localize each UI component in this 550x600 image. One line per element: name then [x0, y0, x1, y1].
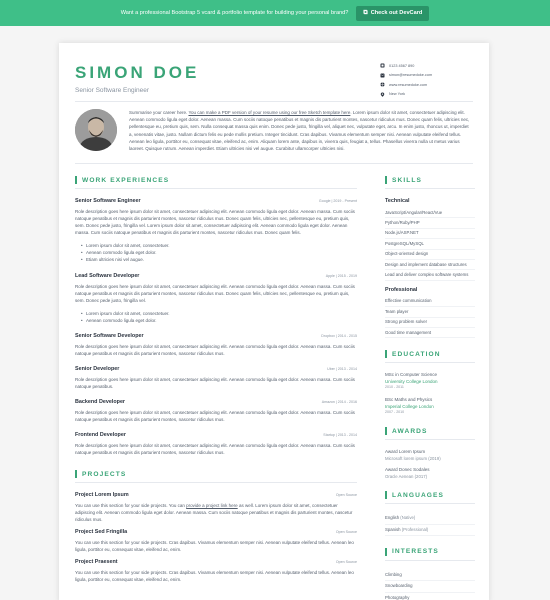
education-school: Imperial College London [385, 403, 434, 409]
contact-email[interactable] [380, 71, 432, 81]
project-item [75, 559, 357, 583]
skills-section-divider [385, 188, 475, 189]
work-item-desc: Role description goes here ipsum dolor sit amet, consectetuer adipiscing elit. Aenean commodo ligula eget dolor. Aenean massa. Cum sociis natoque penatibus et magnis dis parturient montes, nascetur ridiculus mus. Donec quam felis, ultricies nec, pellentesque eu, pretium quis, sem. Donec pede justo, fringilla vel. Lorem ipsum dolor sit amet, consectetuer adipiscing elit. Aenean commodo ligula eget dolor. Aenean massa. Cum sociis natoque penatibus et magnis dis parturient montes, nascetur ridiculus mus. Donec quam felis. [75, 209, 355, 235]
interest-item: Photography [385, 593, 475, 600]
award-item [385, 449, 475, 461]
work-item-desc: Role description goes here ipsum dolor sit amet, consectetuer adipiscing elit. Aenean commodo ligula eget dolor. Aenean massa. Cum sociis natoque penatibus et magnis dis parturient montes, nascetur ridiculus mus. Donec quam felis, ultricies nec, pellentesque eu, pretium quis, sem. Donec pede justo, fringilla vel. [75, 283, 355, 303]
education-degree: BSc Maths and Physics [385, 397, 433, 403]
main-column [75, 176, 357, 589]
work-item-desc: Role description goes here ipsum dolor sit amet, consectetuer adipiscing elit. Aenean commodo ligula eget dolor. Aenean massa. Cum sociis natoque penatibus et magnis dis parturient montes, nascetur ridiculus mus. [75, 443, 355, 456]
work-item-title: Senior Software Developer [75, 333, 144, 340]
education-year: 2007 - 2010 [385, 409, 405, 414]
education-item [385, 397, 475, 415]
contact-website[interactable] [380, 80, 432, 90]
skill-item: Effective communication [385, 297, 475, 307]
work-item-desc: Role description goes here ipsum dolor sit amet, consectetuer adipiscing elit. Aenean commodo ligula eget dolor. Aenean massa. Cum sociis natoque penatibus et magnis dis parturient montes, nascetur ridiculus mus. [75, 410, 355, 423]
work-item-meta: Startup | 2013 - 2014 [323, 433, 357, 438]
work-item [75, 366, 357, 390]
skill-item: Lead and deliver complex software systems [385, 270, 475, 280]
summary-text-start: Summarise your career here. [129, 110, 189, 115]
interests-section-divider [385, 560, 475, 561]
side-column [385, 176, 475, 600]
work-item-meta: Dropbox | 2014 - 2015 [321, 334, 357, 339]
summary-text-end: . Lorem ipsum dolor sit amet, consectetuer adipiscing elit. Aenean commodo ligula eget dolor. Aenean massa. Cum sociis natoque penatibus et magnis dis parturient montes, nascetur ridiculus mus. Donec quam felis, ultricies nec, pellentesque eu, pretium quis, sem. Nulla consequat massa quis enim. Donec pede justo, fringilla vel, aliquet nec, vulputate eget, arcu. In enim justo, rhoncus ut, imperdiet a, venenatis vitae, justo. Nullam dictum felis eu pede mollis pretium. Integer tincidunt. Cras dapibus. Vivamus elementum semper nisi. Aenean vulputate eleifend tellus. Aenean leo ligula, porttitor eu, consequat vitae, eleifend ac, enim. Aliquam lorem ante, dapibus in, viverra quis, feugiat a, tellus. Phasellus viverra nulla ut metus varius laoreet. Quisque rutrum. Aenean imperdiet. Etiam ultricies nisi vel augue. Curabitur ullamcorper ultricies nisi. [129, 110, 470, 152]
profile-photo [75, 109, 117, 151]
work-item [75, 432, 357, 456]
skills-group-title: Professional [385, 286, 418, 293]
contact-email-text: simon@resumedoke.com [389, 73, 433, 78]
contact-phone[interactable] [380, 61, 432, 71]
contact-list [380, 61, 432, 99]
project-item-desc: You can use this section for your side projects. Cras dapibus. Vivamus elementum semper nisi. Aenean vulputate eleifend tellus. Aenean leo ligula, porttitor eu, consequat vitae, eleifend ac, enim. [75, 540, 354, 553]
work-item-meta: Amazon | 2014 - 2016 [321, 400, 357, 405]
bullet-item: • Aenean commodo ligula eget dolor. [81, 317, 357, 324]
project-item-title: Project Praesent [75, 559, 118, 566]
language-level: (Native) [400, 515, 416, 521]
bullet-item: • Lorem ipsum dolor sit amet, consectetuer. [81, 310, 357, 317]
work-item-title: Senior Developer [75, 366, 120, 373]
interest-item: Snowboarding [385, 581, 475, 592]
globe-icon [380, 82, 385, 87]
language-item [385, 525, 475, 536]
promo-text: Want a professional Bootstrap 5 vcard & portfolio template for building your personal brand? [120, 10, 349, 16]
languages-section [385, 491, 475, 536]
education-degree: MSc in Computer Science [385, 372, 438, 378]
interests-section-title: INTERESTS [385, 548, 475, 556]
project-item-meta: Open Source [335, 530, 357, 535]
language-level: (Professional) [401, 526, 429, 532]
education-section [385, 350, 475, 415]
avatar [75, 109, 117, 151]
bullet-item: • Lorem ipsum dolor sit amet, consectetuer. [81, 242, 357, 249]
skill-item: Good time management [385, 328, 475, 338]
award-item [385, 467, 475, 479]
promo-banner [0, 0, 550, 26]
work-item-desc: Role description goes here ipsum dolor sit amet, consectetuer adipiscing elit. Aenean commodo ligula eget dolor. Aenean massa. Cum sociis natoque penatibus. [75, 377, 355, 390]
career-summary [129, 109, 473, 152]
promo-button-label: Check out DevCard [370, 10, 423, 16]
contact-website-text: www.resumedoke.com [389, 82, 428, 87]
education-year: 2010 - 2011 [385, 384, 404, 389]
work-item-desc: Role description goes here ipsum dolor sit amet, consectetuer adipiscing elit. Aenean commodo ligula eget dolor. Aenean massa. Cum sociis natoque penatibus et magnis dis parturient montes, nascetur ridiculus mus. [75, 344, 355, 357]
award-org: Oracle Aenean (2017) [385, 473, 428, 479]
work-item-bullets [81, 310, 357, 324]
project-desc-start: You can use this section for your side projects. You can [75, 503, 187, 509]
work-item-meta: Uber | 2013 - 2014 [327, 367, 357, 372]
language-item [385, 513, 475, 524]
award-org: Microsoft lorem ipsum (2019) [385, 455, 441, 461]
work-item-bullets [81, 242, 357, 264]
skills-section-title: SKILLS [385, 176, 475, 184]
external-link-icon: ⧉ [363, 9, 368, 16]
header-divider [75, 101, 473, 102]
work-item-title: Lead Software Developer [75, 272, 140, 279]
bullet-item: • Etiam ultricies nisi vel augue. [81, 256, 357, 263]
project-item-title: Project Sed Fringilla [75, 529, 128, 536]
project-item-title: Project Lorem Ipsum [75, 492, 129, 499]
awards-section [385, 427, 475, 479]
languages-section-title: LANGUAGES [385, 491, 475, 499]
language-name: Spanish [385, 526, 401, 532]
language-name: English [385, 515, 400, 521]
projects-section-title: PROJECTS [75, 470, 357, 478]
contact-location [380, 90, 432, 100]
education-section-title: EDUCATION [385, 350, 475, 358]
work-item [75, 273, 357, 324]
resume-title: Senior Software Engineer [75, 87, 150, 94]
email-icon [380, 73, 385, 78]
skill-item: Python/Ruby/PHP [385, 218, 475, 228]
work-item-title: Senior Software Engineer [75, 198, 141, 204]
resume-sheet [59, 43, 489, 600]
work-item-title: Frontend Developer [75, 432, 126, 439]
bullet-item: • Aenean commodo ligula eget dolor. [81, 249, 357, 256]
project-item-meta: Open Source [335, 493, 357, 498]
summary-sketch-link[interactable]: You can make a PDF version of your resume using our free Sketch template here [188, 110, 351, 115]
skill-item: Team player [385, 307, 475, 317]
project-desc-end: as well. Lorem ipsum dolor sit amet, consectetuer adipiscing elit. Aenean commodo ligula eget dolor. Aenean massa. Cum sociis natoque penatibus et magnis dis parturient montes, nascetur ridiculus mus. [75, 503, 353, 523]
work-section-divider [75, 188, 357, 189]
location-icon [380, 92, 385, 97]
work-item [75, 198, 357, 264]
project-item [75, 492, 357, 523]
awards-section-divider [385, 439, 475, 440]
work-item-title: Backend Developer [75, 399, 126, 406]
project-item-desc: You can use this section for your side projects. Cras dapibus. Vivamus elementum semper nisi. Aenean vulputate eleifend tellus. Aenean leo ligula, porttitor eu, consequat vitae, eleifend ac, enim. [75, 570, 354, 583]
work-item-meta: Apple | 2015 - 2019 [325, 273, 357, 278]
phone-icon [380, 63, 385, 68]
award-name: Award Lorem Ipsum [385, 449, 426, 455]
skill-item: Strong problem solver [385, 318, 475, 328]
resume-name: SIMON DOE [75, 63, 200, 82]
skills-group-title: Technical [385, 198, 410, 204]
contact-location-text: New York [389, 92, 406, 97]
project-item-meta: Open Source [335, 560, 357, 565]
skill-item: Object-oriented design [385, 250, 475, 260]
education-section-divider [385, 362, 475, 363]
contact-phone-text: 0123 4567 890 [389, 63, 415, 68]
languages-section-divider [385, 503, 475, 504]
work-item-meta: Google | 2019 - Present [318, 199, 357, 203]
intro-divider [75, 163, 473, 164]
project-item-desc [75, 502, 357, 523]
skill-item: Design and implement database structures [385, 260, 475, 270]
interest-item: Climbing [385, 570, 475, 581]
skill-item: PostgreSQL/MySQL [385, 239, 475, 249]
projects-section-divider [75, 482, 357, 483]
education-school: University College London [385, 378, 438, 384]
project-link[interactable]: provide a project link here [186, 503, 238, 509]
education-item [385, 372, 475, 390]
skills-section [385, 176, 475, 338]
skill-item: JavaScript/Angular/React/Vue [385, 208, 475, 218]
work-item [75, 333, 357, 357]
intro-section [75, 109, 473, 152]
skill-item: Node.js/ASP.NET [385, 229, 475, 239]
work-section-title: WORK EXPERIENCES [75, 176, 357, 184]
resume-header [75, 63, 475, 105]
check-out-devcard-button[interactable] [356, 6, 429, 21]
interests-section [385, 548, 475, 600]
project-item [75, 529, 357, 553]
work-item [75, 399, 357, 423]
award-name: Award Donec Sodales [385, 467, 430, 473]
awards-section-title: AWARDS [385, 427, 475, 435]
